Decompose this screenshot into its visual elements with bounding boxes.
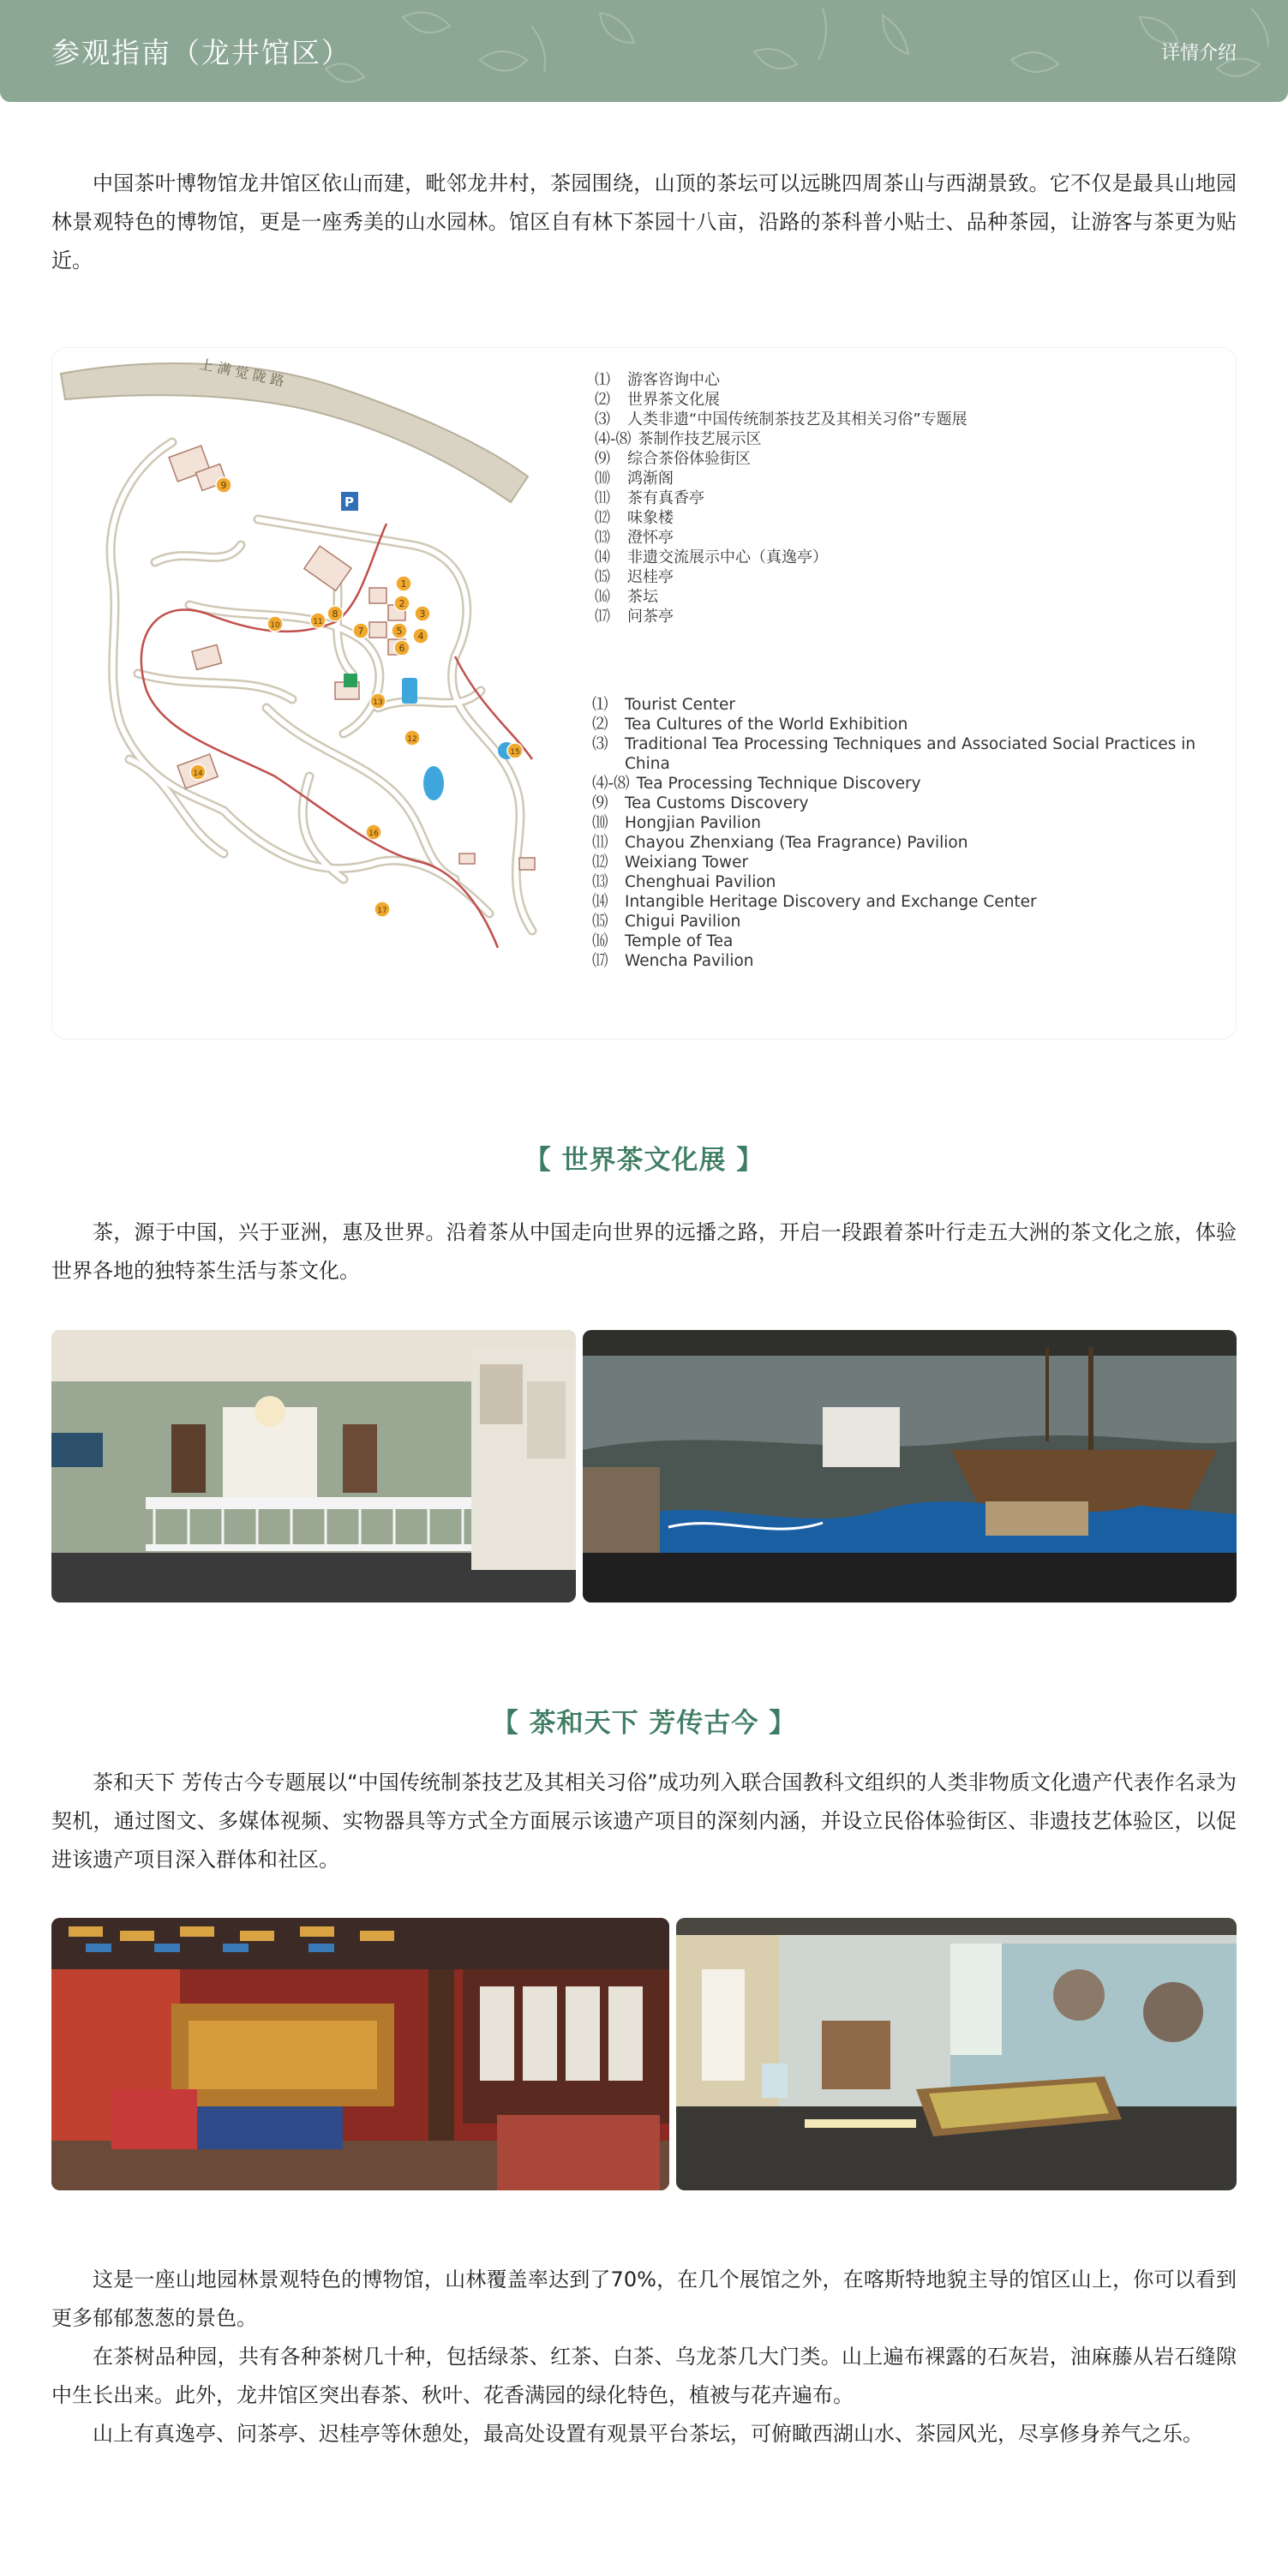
legend-en-item — [592, 813, 1209, 833]
map-marker-label: 13 — [373, 698, 383, 707]
section2-text: 茶和天下 芳传古今专题展以“中国传统制茶技艺及其相关习俗”成功列入联合国教科文组织的人类非物质文化遗产代表作名录为契机，通过图文、多媒体视频、实物器具等方式全方面展示该遗产项目的深刻内涵，并设立民俗体验街区、非遗技艺体验区，以促进该遗产项目深入群体和社区。 — [51, 1770, 1237, 1872]
legend-zh-item — [595, 567, 967, 587]
legend-zh-item — [595, 508, 967, 528]
legend-zh-item — [595, 548, 967, 567]
map-marker-label: 6 — [398, 643, 405, 654]
legend-en-item — [592, 734, 1209, 774]
legend-zh-label: 人类非遗“中国传统制茶技艺及其相关习俗”专题展 — [627, 410, 967, 428]
map-marker-label: 15 — [510, 748, 520, 757]
legend-en-label: Hongjian Pavilion — [625, 814, 761, 832]
legend-en-item — [592, 892, 1209, 912]
legend-en-item — [592, 912, 1209, 932]
legend-zh-item — [595, 607, 967, 626]
intro-text: 中国茶叶博物馆龙井馆区依山而建，毗邻龙井村，茶园围绕，山顶的茶坛可以远眺四周茶山与西湖景致。它不仅是最具山地园林景观特色的博物馆，更是一座秀美的山水园林。馆区自有林下茶园十八亩，沿路的茶科普小贴士、品种茶园，让游客与茶更为贴近。 — [51, 171, 1237, 273]
legend-zh-item — [595, 469, 967, 488]
legend-zh-number: ⒃ — [595, 588, 610, 606]
photo-tea-ship-diorama — [583, 1330, 1237, 1603]
section-title-tea-heritage: 【 茶和天下 芳传古今 】 — [491, 1708, 797, 1739]
legend-zh-number: ⒀ — [595, 529, 610, 547]
map-marker-label: 5 — [396, 626, 403, 637]
legend-zh-item — [595, 488, 967, 508]
section1-text: 茶，源于中国，兴于亚洲，惠及世界。沿着茶从中国走向世界的远播之路，开启一段跟着茶叶行走五大洲的茶文化之旅，体验世界各地的独特茶生活与茶文化。 — [51, 1220, 1237, 1283]
outro-text-1: 这是一座山地园林景观特色的博物馆，山林覆盖率达到了70%，在几个展馆之外，在喀斯特地貌主导的馆区山上，你可以看到更多郁郁葱葱的景色。 — [51, 2267, 1237, 2330]
legend-en-item — [592, 833, 1209, 853]
legend-zh-item — [595, 390, 967, 410]
legend-en-item — [592, 794, 1209, 813]
legend-en-label: Traditional Tea Processing Techniques and Associated Social Practices in China — [625, 735, 1196, 773]
map-marker-label: 11 — [313, 618, 323, 626]
legend-zh-number: ⑵ — [595, 391, 610, 409]
legend-en-number: ⑽ — [592, 814, 608, 832]
legend-en-item — [592, 951, 1209, 971]
legend-en-label: Tea Processing Technique Discovery — [636, 775, 921, 793]
legend-zh-label: 茶有真香亭 — [627, 489, 704, 507]
visitor-route — [141, 524, 498, 948]
legend-en-number: ⑾ — [592, 834, 608, 852]
intro-paragraph — [51, 165, 1237, 280]
legend-zh-item — [595, 587, 967, 607]
legend-zh-number: ⑾ — [595, 489, 610, 507]
legend-en-item — [592, 695, 1209, 715]
pool — [402, 678, 417, 704]
legend-zh-label: 世界茶文化展 — [627, 391, 720, 409]
legend-en-number: ⑼ — [592, 794, 608, 812]
legend-zh-label: 问茶亭 — [627, 608, 674, 626]
legend-en-item — [592, 715, 1209, 734]
legend-zh-label: 澄怀亭 — [627, 529, 674, 547]
legend-zh-number: ⒂ — [595, 568, 610, 586]
outro-text-2: 在茶树品种园，共有各种茶树几十种，包括绿茶、红茶、白茶、乌龙茶几大门类。山上遍布裸露的石灰岩，油麻藤从岩石缝隙中生长出来。此外，龙井馆区突出春茶、秋叶、花香满园的绿化特色，植被与花卉遍布。 — [51, 2345, 1237, 2407]
svg-text:P: P — [344, 494, 354, 510]
map-marker-label: 3 — [419, 608, 426, 620]
legend-en-label: Chenghuai Pavilion — [625, 873, 776, 891]
map-marker-label: 10 — [270, 621, 280, 630]
legend-zh-number: ⑴ — [595, 371, 610, 389]
map-marker-label: 2 — [398, 598, 405, 609]
legend-en-label: Tea Customs Discovery — [625, 794, 809, 812]
map-card — [51, 347, 1237, 1039]
map-marker-label: 1 — [400, 578, 407, 590]
legend-zh-number: ⒁ — [595, 548, 610, 566]
legend-en-number: ⑵ — [592, 716, 608, 734]
legend-zh-item — [595, 410, 967, 429]
outro-paragraph — [51, 2261, 1237, 2453]
legend-en-number: ⒀ — [592, 873, 608, 891]
legend-en-number: ⑴ — [592, 696, 608, 714]
legend-zh-number: ⑿ — [595, 509, 610, 527]
legend-en-number: ⑷-⑻ — [592, 775, 630, 793]
legend-en-number: ⑿ — [592, 854, 608, 872]
legend-english — [592, 695, 1209, 971]
legend-en-number: ⒁ — [592, 893, 608, 911]
legend-en-item — [592, 774, 1209, 794]
photo-tea-processing-hall — [676, 1918, 1237, 2190]
legend-zh-item — [595, 528, 967, 548]
legend-zh-number: ⒄ — [595, 608, 610, 626]
map-marker-label: 16 — [368, 830, 379, 838]
road-label: 上 满 觉 陇 路 — [198, 356, 286, 390]
toilet-icon — [344, 674, 357, 687]
outro-text-3: 山上有真逸亭、问茶亭、迟桂亭等休憩处，最高处设置有观景平台茶坛，可俯瞰西湖山水、茶园风光，尽享修身养气之乐。 — [93, 2422, 1203, 2446]
legend-en-label: Wencha Pavilion — [625, 952, 754, 970]
map-marker-label: 12 — [407, 735, 417, 744]
legend-en-number: ⒂ — [592, 913, 608, 931]
legend-zh-label: 味象楼 — [627, 509, 674, 527]
legend-zh-label: 游客咨询中心 — [627, 371, 720, 389]
legend-zh-label: 茶坛 — [627, 588, 658, 606]
legend-en-label: Chayou Zhenxiang (Tea Fragrance) Pavilion — [625, 834, 968, 852]
legend-chinese — [595, 370, 967, 626]
details-link[interactable]: 详情介绍 — [1160, 43, 1237, 64]
legend-en-label: Chigui Pavilion — [625, 913, 741, 931]
legend-en-number: ⒃ — [592, 932, 608, 950]
map-marker-label: 4 — [417, 631, 424, 642]
map-marker-label: 17 — [377, 907, 387, 915]
legend-en-number: ⒄ — [592, 952, 608, 970]
section-title-world-tea: 【 世界茶文化展 】 — [524, 1145, 764, 1176]
legend-en-label: Weixiang Tower — [625, 854, 749, 872]
section1-paragraph — [51, 1213, 1237, 1291]
legend-zh-label: 鸿渐阁 — [627, 470, 674, 488]
site-map — [52, 348, 584, 982]
pond — [423, 766, 444, 800]
legend-zh-number: ⑽ — [595, 470, 610, 488]
legend-zh-label: 茶制作技艺展示区 — [638, 430, 762, 448]
legend-en-label: Intangible Heritage Discovery and Exchange Center — [625, 893, 1037, 911]
legend-zh-label: 非遗交流展示中心（真逸亭） — [627, 548, 828, 566]
legend-zh-number: ⑶ — [595, 410, 610, 428]
section2-paragraph — [51, 1764, 1237, 1879]
legend-en-label: Temple of Tea — [625, 932, 734, 950]
legend-zh-label: 综合茶俗体验街区 — [627, 450, 751, 468]
legend-en-label: Tea Cultures of the World Exhibition — [625, 716, 908, 734]
legend-en-item — [592, 853, 1209, 872]
map-marker-label: 7 — [357, 626, 364, 637]
legend-zh-number: ⑷-⑻ — [595, 430, 632, 448]
legend-en-number: ⑶ — [592, 735, 608, 753]
legend-en-item — [592, 872, 1209, 892]
map-marker-label: 9 — [220, 480, 227, 491]
header-banner — [0, 0, 1288, 102]
photo-tibetan-tea-room — [51, 1918, 669, 2190]
page-title: 参观指南（龙井馆区） — [51, 36, 351, 69]
map-marker-label: 8 — [332, 608, 338, 620]
photo-european-tea-room — [51, 1330, 576, 1603]
legend-zh-item — [595, 370, 967, 390]
legend-zh-item — [595, 429, 967, 449]
legend-en-label: Tourist Center — [625, 696, 735, 714]
map-marker-label: 14 — [193, 770, 203, 778]
legend-zh-number: ⑼ — [595, 450, 610, 468]
legend-zh-item — [595, 449, 967, 469]
legend-en-item — [592, 932, 1209, 951]
legend-zh-label: 迟桂亭 — [627, 568, 674, 586]
